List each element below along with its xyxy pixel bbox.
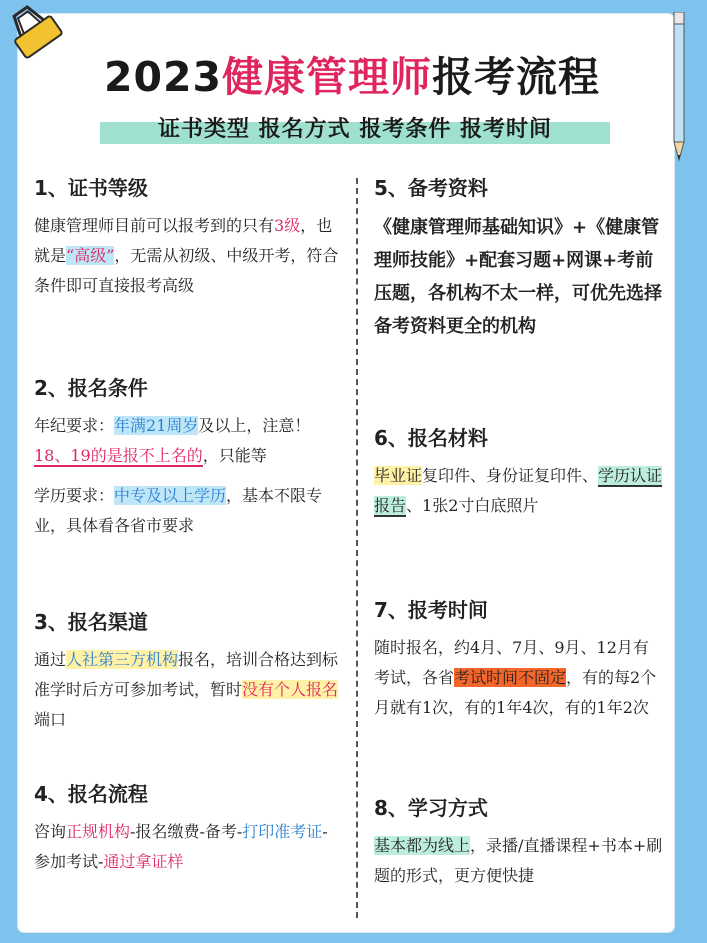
column-divider xyxy=(356,178,358,918)
section-process xyxy=(34,778,342,887)
text: ，有的每2个月就有1次，有的1年4次，有的1年2次 xyxy=(374,668,657,717)
section-heading: 3、报名渠道 xyxy=(34,610,148,634)
text: 复印件、身份证复印件、 xyxy=(422,466,599,485)
highlight-senior: “高级” xyxy=(66,246,115,265)
section-heading: 6、报名材料 xyxy=(374,426,488,450)
section-body xyxy=(374,633,664,723)
highlight-not-fixed: 考试时间不固定 xyxy=(454,668,567,687)
highlight-education: 中专及以上学历 xyxy=(114,486,227,505)
text: -参加考试- xyxy=(34,822,328,871)
highlight-agency: 正规机构 xyxy=(66,822,131,841)
text: -报名缴费-备考- xyxy=(130,822,243,841)
text: ，只能等 xyxy=(202,446,267,465)
section-channel xyxy=(34,606,342,745)
page-title xyxy=(42,44,662,103)
subtitle-banner xyxy=(100,112,610,148)
pencil-icon xyxy=(672,12,686,162)
highlight-diploma: 毕业证 xyxy=(374,466,423,485)
section-body-age xyxy=(34,411,342,471)
text: ，也就是 xyxy=(34,216,333,265)
section-body xyxy=(34,645,342,735)
section-heading: 2、报名条件 xyxy=(34,376,148,400)
text: 学历要求： xyxy=(34,486,115,505)
text: 通过 xyxy=(34,650,67,669)
section-heading: 8、学习方式 xyxy=(374,796,488,820)
section-body: 《健康管理师基础知识》+《健康管理师技能》+配套习题+网课+考前压题，各机构不太一样，可优先选择备考资料更全的机构 xyxy=(374,217,662,337)
highlight-warning: 18、19的是报不上名的 xyxy=(34,446,203,465)
subtitle: 证书类型 报名方式 报考条件 报考时间 xyxy=(158,117,552,142)
text: 年纪要求： xyxy=(34,416,115,435)
highlight-certification: 学历认证报告 xyxy=(374,466,663,515)
highlight-no-personal: 没有个人报名 xyxy=(242,680,339,699)
highlight-level: 3级 xyxy=(274,216,301,235)
section-body xyxy=(374,461,664,521)
section-body xyxy=(374,831,664,891)
title-rest: 报考流程 xyxy=(432,53,601,101)
text: 报名，培训合格达到标准学时后方可参加考试，暂时 xyxy=(34,650,339,699)
section-study-method xyxy=(374,792,664,901)
section-materials xyxy=(374,172,664,353)
section-heading: 5、备考资料 xyxy=(374,176,488,200)
highlight-certificate: 通过拿证样 xyxy=(103,852,184,871)
text: 咨询 xyxy=(34,822,67,841)
section-body xyxy=(34,211,342,301)
section-documents xyxy=(374,422,664,531)
highlight-agency: 人社第三方机构 xyxy=(66,650,179,669)
section-exam-time xyxy=(374,594,664,733)
section-body xyxy=(34,817,342,877)
text: ，基本不限专业，具体看各省市要求 xyxy=(34,486,323,535)
section-body-education xyxy=(34,481,342,541)
highlight-age: 年满21周岁 xyxy=(114,416,199,435)
text: 随时报名，约4月、7月、9月、12月有考试，各省 xyxy=(374,638,649,687)
section-heading: 7、报考时间 xyxy=(374,598,488,622)
title-year: 2023 xyxy=(103,53,223,101)
section-requirements xyxy=(34,372,342,551)
highlight-admission: 打印准考证 xyxy=(242,822,323,841)
text: 端口 xyxy=(34,710,67,729)
highlight-online: 基本都为线上 xyxy=(374,836,471,855)
section-certificate-level xyxy=(34,172,342,311)
text: 及以上，注意！ xyxy=(198,416,311,435)
text: ，无需从初级、中级开考，符合条件即可直接报考高级 xyxy=(34,246,339,295)
title-highlight: 健康管理师 xyxy=(222,53,433,101)
text: 健康管理师目前可以报考到的只有 xyxy=(34,216,275,235)
text: 、1张2寸白底照片 xyxy=(406,496,539,515)
section-heading: 4、报名流程 xyxy=(34,782,148,806)
section-heading: 1、证书等级 xyxy=(34,176,148,200)
text: ，录播/直播课程+书本+刷题的形式，更方便快捷 xyxy=(374,836,663,885)
